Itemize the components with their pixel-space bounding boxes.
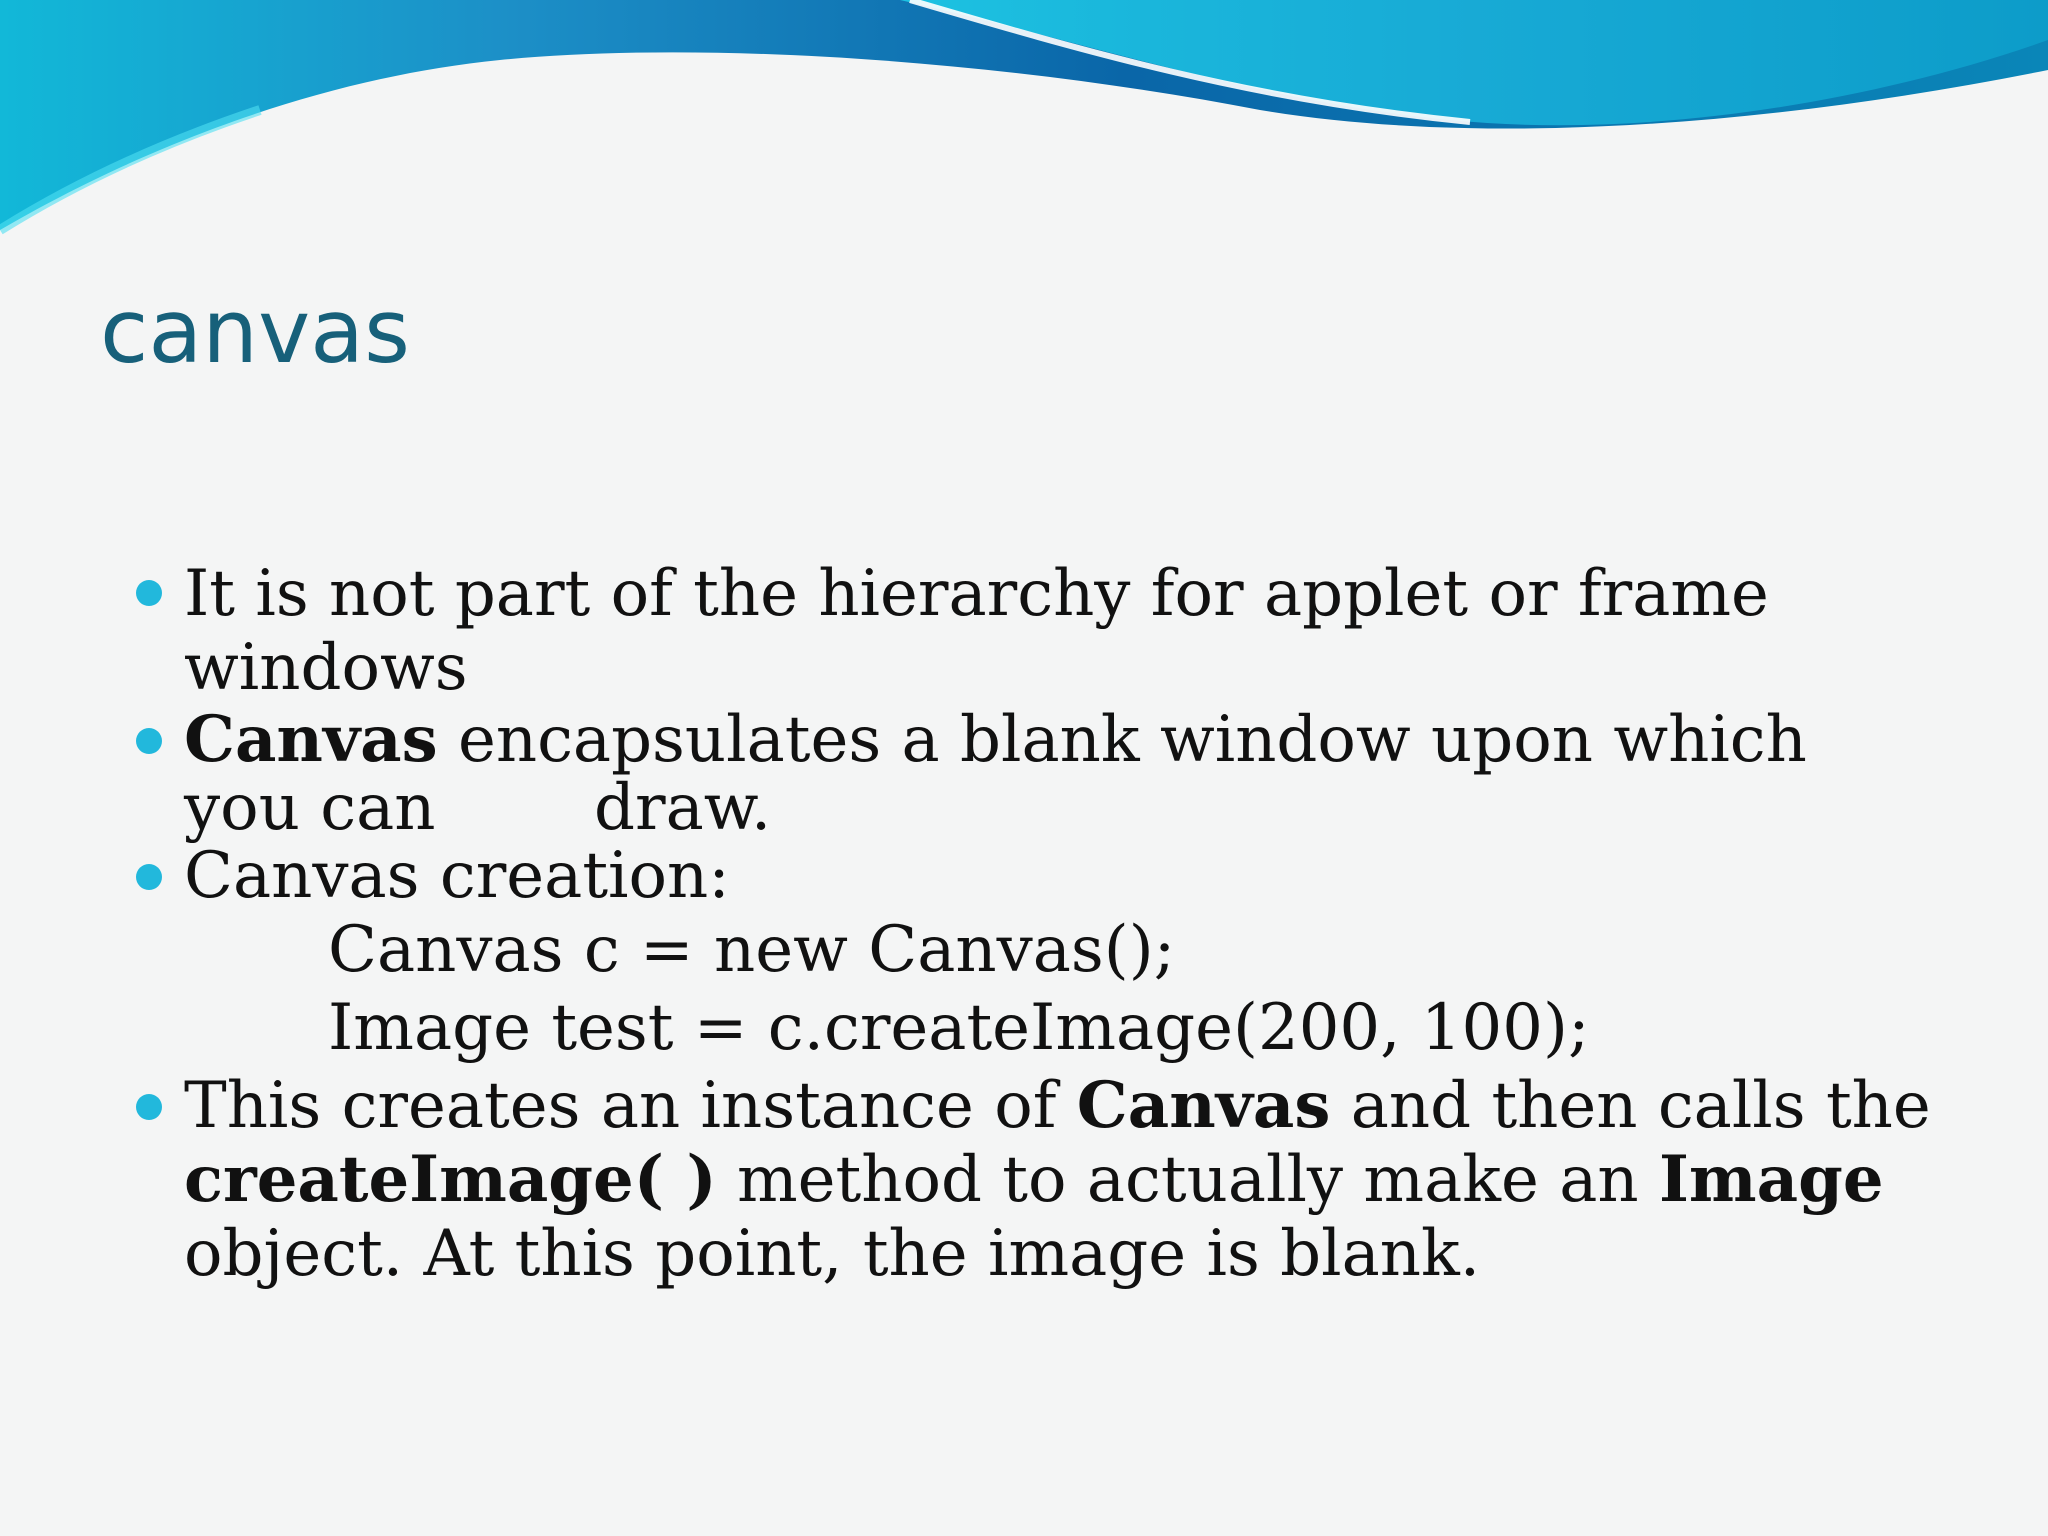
bullet-3-line: Canvas creation: [184, 839, 730, 913]
code-line-1: Canvas c = new Canvas(); [328, 913, 1176, 987]
bold-term-canvas: Canvas [184, 702, 438, 777]
bullet-2-line-2b: draw. [594, 771, 772, 845]
slide-title: canvas [100, 280, 410, 383]
bullet-icon [136, 864, 162, 890]
bullet-2-text: encapsulates a blank window upon which [437, 703, 1807, 777]
bullet-icon [136, 728, 162, 754]
bullet-4-text-c: and then calls the [1330, 1069, 1931, 1143]
bullet-2-line-1 [184, 702, 1807, 777]
bold-term-image: Image [1658, 1142, 1884, 1217]
bullet-icon [136, 580, 162, 606]
bullet-4-line-2 [184, 1142, 1884, 1217]
bullet-4-text-b: method to actually make an [716, 1143, 1659, 1217]
bullet-1-line-1: It is not part of the hierarchy for applet or frame [184, 557, 1769, 631]
code-line-2: Image test = c.createImage(200, 100); [328, 991, 1590, 1065]
bullet-4-line-3: object. At this point, the image is blank. [184, 1217, 1481, 1291]
bold-term-canvas: Canvas [1076, 1068, 1331, 1143]
bold-term-createimage: createImage( ) [184, 1142, 717, 1217]
bullet-icon [136, 1094, 162, 1120]
bullet-4-text-a: This creates an instance of [184, 1069, 1077, 1143]
bullet-2-line-2a: you can [184, 771, 436, 845]
bullet-4-line-1 [184, 1068, 1931, 1143]
bullet-1-line-2: windows [184, 631, 468, 705]
